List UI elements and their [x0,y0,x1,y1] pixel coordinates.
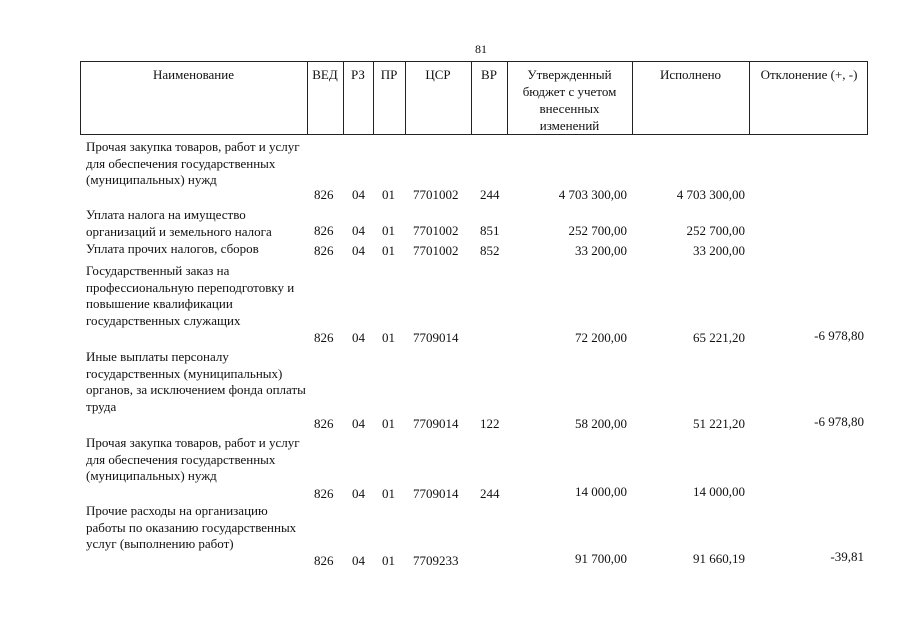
cell-rz: 04 [352,553,365,568]
cell-ved: 826 [314,187,334,202]
cell-approved: 58 200,00 [575,416,627,431]
cell-rz: 04 [352,243,365,258]
cell-executed: 4 703 300,00 [676,187,745,202]
cell-approved: 14 000,00 [575,484,627,499]
header-rz: РЗ [351,67,365,82]
cell-csr: 7709014 [413,486,459,501]
cell-vr: 852 [480,243,500,258]
cell-ved: 826 [314,330,334,345]
cell-rz: 04 [352,330,365,345]
cell-pr: 01 [382,187,395,202]
cell-executed: 51 221,20 [693,416,745,431]
cell-pr: 01 [382,330,395,345]
column-divider [507,61,508,135]
cell-executed: 65 221,20 [693,330,745,345]
cell-rz: 04 [352,223,365,238]
column-divider [749,61,750,135]
cell-ved: 826 [314,223,334,238]
cell-csr: 7709014 [413,330,459,345]
cell-ved: 826 [314,486,334,501]
header-approved: Утвержденный бюджет с учетом внесенных изменений [522,67,617,133]
row-name: Прочие расходы на организацию работы по оказанию государственных услуг (выполнению работ) [86,503,297,551]
row-name: Прочая закупка товаров, работ и услуг для обеспечения государственных (муниципальных) нужд [86,139,300,187]
header-deviation: Отклонение (+, -) [760,67,858,82]
cell-executed: 252 700,00 [686,223,745,238]
cell-deviation: -6 978,80 [814,414,864,429]
cell-deviation: -39,81 [830,549,864,564]
cell-executed: 14 000,00 [693,484,745,499]
cell-ved: 826 [314,416,334,431]
row-name: Прочая закупка товаров, работ и услуг для обеспечения государственных (муниципальных) нужд [86,435,300,483]
cell-rz: 04 [352,187,365,202]
header-csr: ЦСР [425,67,451,82]
cell-csr: 7701002 [413,223,459,238]
page-number: 81 [475,42,487,56]
row-name: Государственный заказ на профессиональную переподготовку и повышение квалификации государственных служащих [86,263,295,328]
cell-csr: 7709014 [413,416,459,431]
cell-approved: 91 700,00 [575,551,627,566]
header-name: Наименование [153,67,234,82]
header-executed: Исполнено [659,67,722,82]
cell-pr: 01 [382,416,395,431]
header-vr: ВР [481,67,497,82]
cell-vr: 122 [480,416,500,431]
cell-pr: 01 [382,486,395,501]
cell-approved: 4 703 300,00 [558,187,627,202]
row-name: Уплата налога на имущество организаций и земельного налога [86,207,272,239]
cell-ved: 826 [314,553,334,568]
cell-pr: 01 [382,243,395,258]
cell-vr: 851 [480,223,500,238]
cell-vr: 244 [480,187,500,202]
cell-approved: 33 200,00 [575,243,627,258]
cell-csr: 7709233 [413,553,459,568]
cell-approved: 252 700,00 [568,223,627,238]
cell-deviation: -6 978,80 [814,328,864,343]
cell-csr: 7701002 [413,187,459,202]
cell-pr: 01 [382,553,395,568]
cell-rz: 04 [352,486,365,501]
cell-rz: 04 [352,416,365,431]
header-pr: ПР [380,67,398,82]
cell-approved: 72 200,00 [575,330,627,345]
row-name: Иные выплаты персоналу государственных (муниципальных) органов, за исключением фонда оплаты труда [86,349,306,414]
cell-executed: 91 660,19 [693,551,745,566]
cell-csr: 7701002 [413,243,459,258]
header-ved: ВЕД [312,67,338,82]
row-name: Уплата прочих налогов, сборов [86,241,259,256]
cell-pr: 01 [382,223,395,238]
cell-ved: 826 [314,243,334,258]
cell-vr: 244 [480,486,500,501]
cell-executed: 33 200,00 [693,243,745,258]
